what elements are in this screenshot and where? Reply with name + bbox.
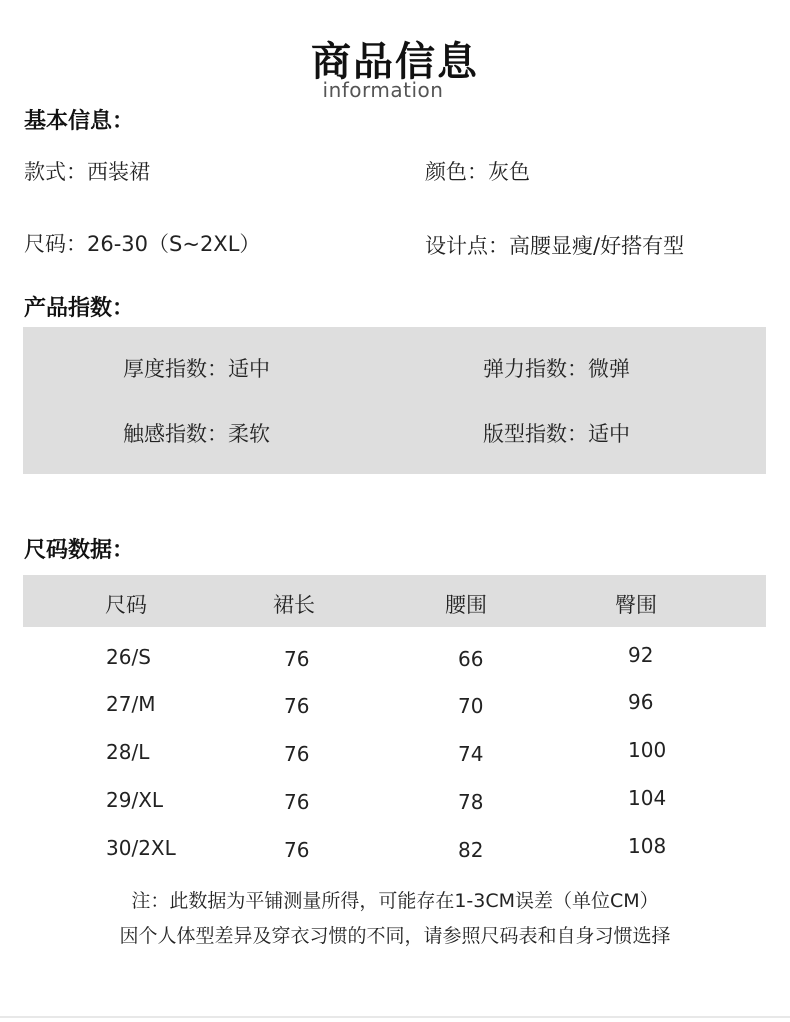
measurement-note: 注：此数据为平铺测量所得，可能存在1-3CM误差（单位CM） (131, 890, 659, 912)
page-title: 商品信息 (311, 39, 479, 85)
table-row (0, 645, 790, 685)
fit-advice-note: 因个人体型差异及穿衣习惯的不同，请参照尺码表和自身习惯选择 (119, 925, 671, 947)
thickness-index: 厚度指数：适中 (123, 357, 270, 381)
design-info: 设计点：高腰显瘦/好搭有型 (425, 234, 685, 258)
cell-size: 30/2XL (106, 836, 176, 860)
cell-hip: 92 (628, 643, 654, 667)
cell-hip: 100 (628, 738, 667, 762)
column-header-length: 裙长 (273, 593, 315, 617)
bottom-divider (0, 1016, 790, 1018)
product-index-panel (23, 327, 766, 474)
touch-index: 触感指数：柔软 (123, 422, 270, 446)
elasticity-index: 弹力指数：微弹 (483, 357, 630, 381)
column-header-hip: 臀围 (615, 593, 657, 617)
page-subtitle: information (322, 78, 444, 102)
table-row (0, 740, 790, 780)
color-info: 颜色：灰色 (425, 160, 530, 184)
size-info: 尺码：26-30（S~2XL） (24, 232, 261, 256)
cell-hip: 104 (628, 786, 667, 810)
cell-waist: 78 (458, 790, 484, 814)
cell-size: 28/L (106, 740, 150, 764)
cell-size: 26/S (106, 645, 151, 669)
basic-info-heading: 基本信息： (24, 109, 135, 134)
cell-length: 76 (284, 838, 310, 862)
size-data-heading: 尺码数据： (24, 538, 135, 563)
column-header-waist: 腰围 (445, 593, 487, 617)
cell-waist: 74 (458, 742, 484, 766)
table-row (0, 788, 790, 828)
cell-waist: 82 (458, 838, 484, 862)
column-header-size: 尺码 (105, 593, 147, 617)
size-table-header (23, 575, 766, 627)
cell-length: 76 (284, 742, 310, 766)
product-index-heading: 产品指数： (24, 296, 135, 321)
cell-length: 76 (284, 694, 310, 718)
table-row (0, 836, 790, 876)
cell-size: 27/M (106, 692, 156, 716)
cell-size: 29/XL (106, 788, 164, 812)
cell-waist: 70 (458, 694, 484, 718)
fit-index: 版型指数：适中 (483, 422, 630, 446)
cell-hip: 96 (628, 690, 654, 714)
style-info: 款式：西装裙 (24, 160, 150, 184)
cell-length: 76 (284, 790, 310, 814)
cell-length: 76 (284, 647, 310, 671)
table-row (0, 692, 790, 732)
cell-hip: 108 (628, 834, 667, 858)
cell-waist: 66 (458, 647, 484, 671)
